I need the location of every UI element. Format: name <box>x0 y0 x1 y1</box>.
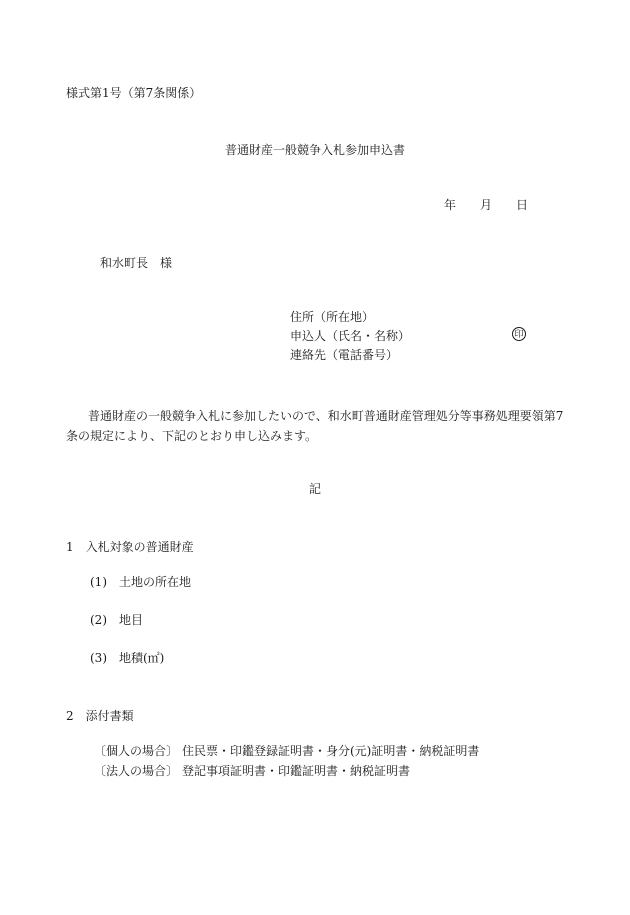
ki-heading: 記 <box>309 482 322 496</box>
section1-item-land-category: (2) 地目 <box>90 613 143 627</box>
section2-heading: 2 添付書類 <box>66 709 134 723</box>
document-title: 普通財産一般競争入札参加申込書 <box>225 143 406 157</box>
attachment-corporate <box>94 764 410 778</box>
date-day: 日 <box>516 198 529 212</box>
seal-mark: 印 <box>512 327 526 341</box>
corporate-label: 〔法人の場合〕 <box>94 764 179 778</box>
section1-item-area: (3) 地積(㎡) <box>90 651 165 665</box>
addressee: 和水町長 様 <box>100 256 173 270</box>
corporate-docs: 登記事項証明書・印鑑証明書・納税証明書 <box>182 764 411 778</box>
attachment-individual <box>94 744 479 758</box>
applicant-contact-label: 連絡先（電話番号） <box>290 348 399 362</box>
date-year: 年 <box>444 198 457 212</box>
section1-heading: 1 入札対象の普通財産 <box>66 540 194 554</box>
applicant-name-label: 申込人（氏名・名称） <box>290 329 411 343</box>
individual-docs: 住民票・印鑑登録証明書・身分(元)証明書・納税証明書 <box>182 744 480 758</box>
individual-label: 〔個人の場合〕 <box>94 744 179 758</box>
section1-item-location: (1) 土地の所在地 <box>90 575 191 589</box>
date-month: 月 <box>480 198 493 212</box>
application-statement: 普通財産の一般競争入札に参加したいので、和水町普通財産管理処分等事務処理要領第7条の規定により、下記のとおり申し込みます。 <box>66 409 564 443</box>
applicant-address-label: 住所（所在地） <box>290 310 375 324</box>
form-number: 様式第1号（第7条関係） <box>66 86 202 100</box>
